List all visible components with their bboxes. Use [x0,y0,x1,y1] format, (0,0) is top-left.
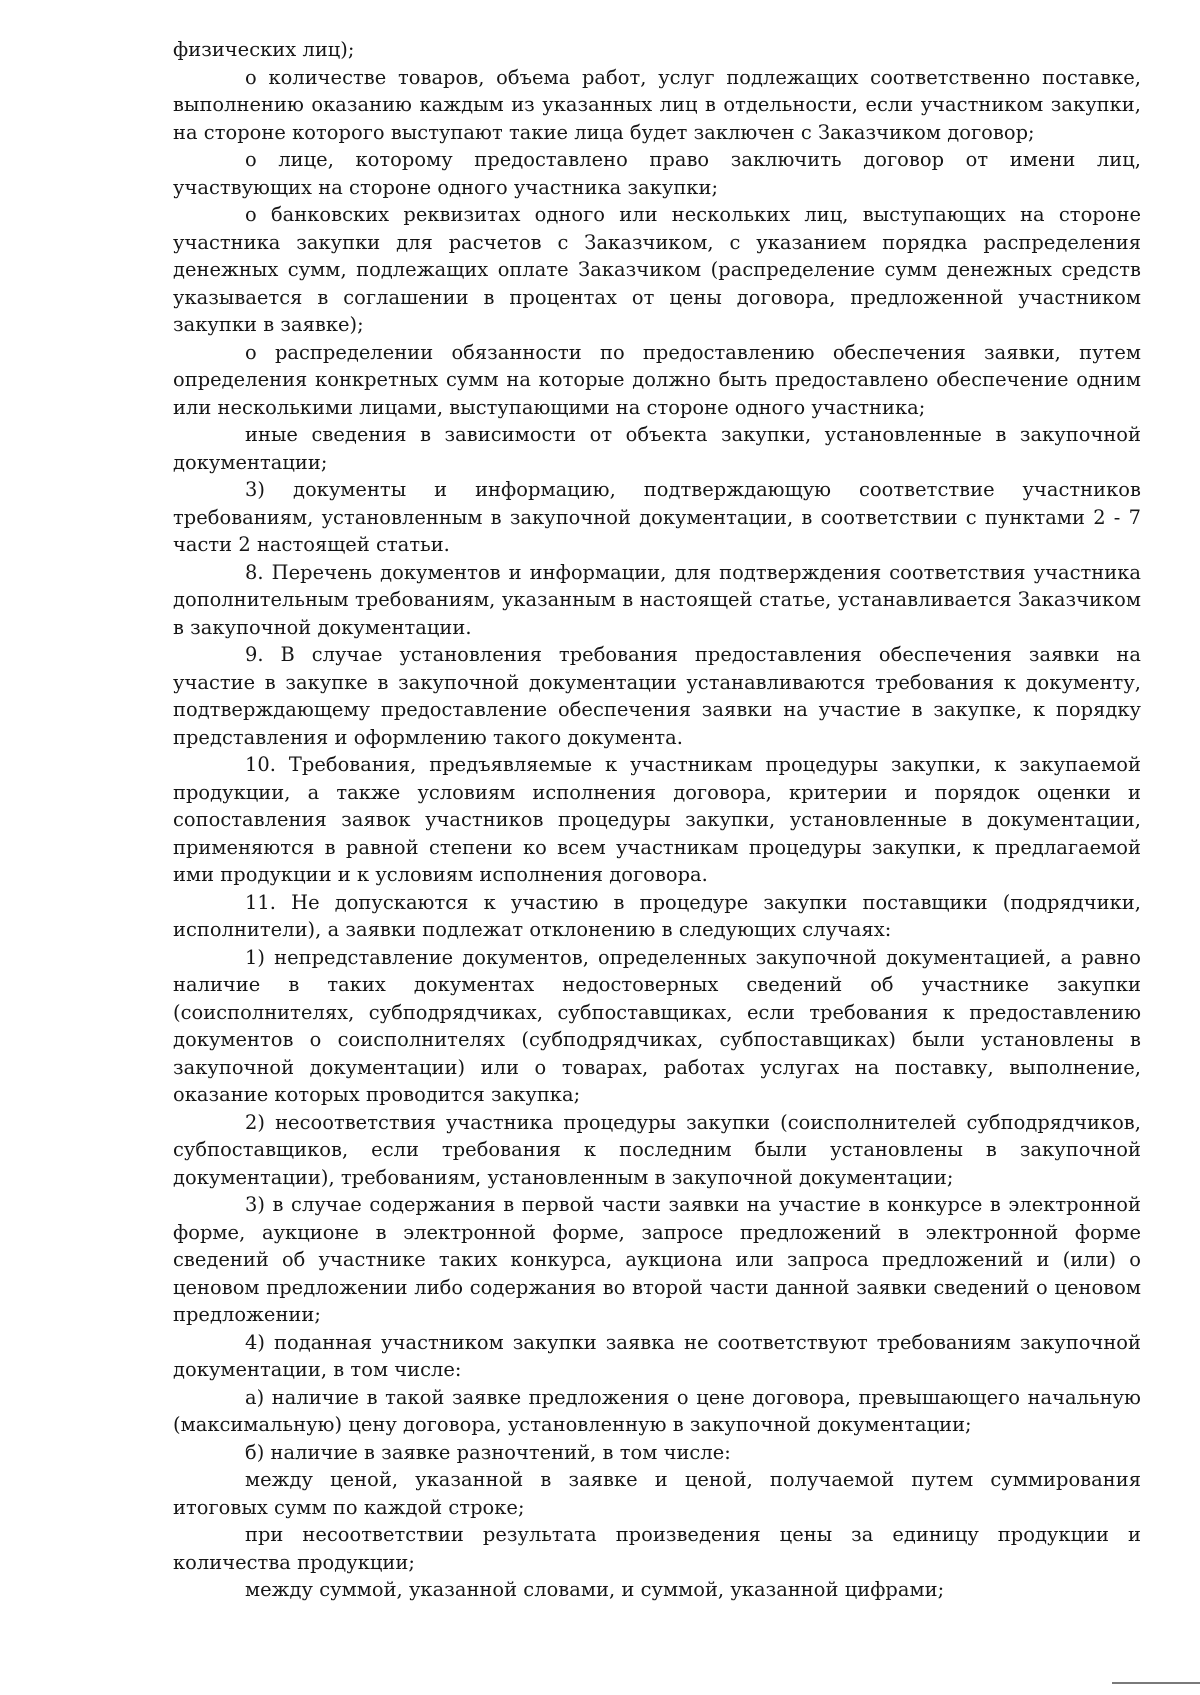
paragraph: между суммой, указанной словами, и суммой, указанной цифрами; [245,1578,945,1601]
paragraph: а) наличие в такой заявке предложения о цене договора, превышающего начальную (максимальную) цену договора, установленную в закупочной документации; [173,1385,1141,1436]
paragraph: при несоответствии результата произведения цены за единицу продукции и количества продукции; [173,1523,1141,1574]
paragraph: 10. Требования, предъявляемые к участникам процедуры закупки, к закупаемой продукции, а также условиям исполнения договора, критерии и порядок оценки и сопоставления заявок участников процедуры закупки, установленные в документации, применяются в равной степени ко всем участникам процедуры закупки, к предлагаемой ими продукции и к условиям исполнения договора. [173,753,1141,886]
paragraph: 1) непредставление документов, определенных закупочной документацией, а равно наличие в таких документах недостоверных сведений об участнике закупки (соисполнителях, субподрядчиках, субпоставщиках, если требования к предоставлению документов о соисполнителях (субподрядчиках, субпоставщиках) были установлены в закупочной документации) или о товарах, работах услугах на поставку, выполнение, оказание которых проводится закупка; [173,945,1141,1106]
paragraph: 3) в случае содержания в первой части заявки на участие в конкурсе в электронной форме, аукционе в электронной форме, запросе предложений в электронной форме сведений об участнике таких конкурса, аукциона или запроса предложений и (или) о ценовом предложении либо содержания во второй части данной заявки сведений о ценовом предложении; [173,1193,1141,1326]
paragraph: 8. Перечень документов и информации, для подтверждения соответствия участника дополнительным требованиям, указанным в настоящей статье, устанавливается Заказчиком в закупочной документации. [173,560,1141,639]
paragraph: о лице, которому предоставлено право заключить договор от имени лиц, участвующих на стороне одного участника закупки; [173,148,1141,199]
document-body [173,36,1141,1604]
paragraph: 4) поданная участником закупки заявка не соответствуют требованиям закупочной документации, в том числе: [173,1330,1141,1381]
scan-edge-line [1112,1682,1200,1684]
paragraph: 3) документы и информацию, подтверждающую соответствие участников требованиям, установленным в закупочной документации, в соответствии с пунктами 2 - 7 части 2 настоящей статьи. [173,478,1141,556]
paragraph: между ценой, указанной в заявке и ценой, получаемой путем суммирования итоговых сумм по каждой строке; [173,1468,1141,1519]
paragraph: б) наличие в заявке разночтений, в том числе: [245,1440,731,1464]
paragraph: 11. Не допускаются к участию в процедуре закупки поставщики (подрядчики, исполнители), а заявки подлежат отклонению в следующих случаях: [173,890,1141,941]
paragraph: 2) несоответствия участника процедуры закупки (соисполнителей субподрядчиков, субпоставщиков, если требования к последним были установлены в закупочной документации), требованиям, установленным в закупочной документации; [173,1110,1141,1189]
paragraph: физических лиц); [173,38,355,61]
paragraph: о распределении обязанности по предоставлению обеспечения заявки, путем определения конкретных сумм на которые должно быть предоставлено обеспечение одним или несколькими лицами, выступающими на стороне одного участника; [173,340,1141,419]
paragraph: иные сведения в зависимости от объекта закупки, установленные в закупочной документации; [173,423,1141,474]
paragraph: 9. В случае установления требования предоставления обеспечения заявки на участие в закупке в закупочной документации устанавливаются требования к документу, подтверждающему предоставление обеспечения заявки на участие в закупке, к порядку представления и оформлению такого документа. [173,643,1141,749]
paragraph: о банковских реквизитах одного или нескольких лиц, выступающих на стороне участника закупки для расчетов с Заказчиком, с указанием порядка распределения денежных сумм, подлежащих оплате Заказчиком (распределение сумм денежных средств указывается в соглашении в процентах от цены договора, предложенной участником закупки в заявке); [173,203,1141,336]
paragraph: о количестве товаров, объема работ, услуг подлежащих соответственно поставке, выполнению оказанию каждым из указанных лиц в отдельности, если участником закупки, на стороне которого выступают такие лица будет заключен с Заказчиком договор; [173,65,1141,144]
